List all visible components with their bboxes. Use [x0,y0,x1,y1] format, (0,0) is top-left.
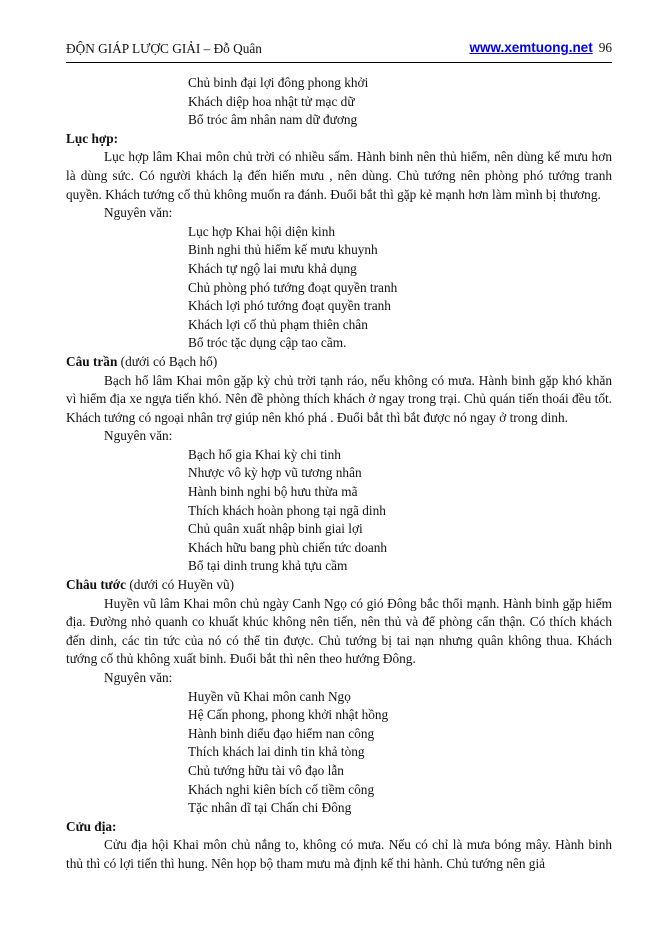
heading-text: Châu tước [66,577,127,593]
verse-line: Thích khách lai dinh tin khả tòng [188,744,365,760]
verse-line: Khách lợi phó tướng đoạt quyền tranh [188,298,391,314]
verse-line: Tặc nhân dĩ tại Chấn chi Đông [188,800,352,816]
verse-line: Khách diệp hoa nhật tử mạc dữ [188,93,355,109]
section-paragraph: Lục hợp lâm Khai môn chủ trời có nhiều sấm. Hành binh nên thủ hiểm, nên dùng kế mưu hơn là dùng sức. Có người khách lạ đến hiến mưu , nên dùng. Chủ tướng nên phòng phó tướng tranh quyền. Khách tướng cố thủ không muốn ra đánh. Đuổi bắt thì gặp kẻ mạnh hơn làm mình bị thương. [66,149,612,202]
original-text-label: Nguyên văn: [104,205,173,221]
verse-line: Lục hợp Khai hội diện kinh [188,223,335,239]
section-heading-chau-tuoc [66,576,612,595]
verse-line: Nhược vô kỳ hợp vũ tương nhân [188,465,362,481]
heading-note: (dưới có Huyền vũ) [126,577,235,593]
verse-line: Khách lợi cố thủ phạm thiên chân [188,316,368,332]
website-link[interactable]: www.xemtuong.net [469,40,593,55]
original-text-label: Nguyên văn: [104,428,173,444]
verse-line: Chủ quân xuất nhập binh giai lợi [188,521,363,537]
verse-line: Bổ tróc tặc dụng cập tao cầm. [188,335,347,351]
section-heading-luc-hop [66,130,612,149]
verse-line: Hành binh nghi bộ hưu thừa mã [188,484,358,500]
verse-line: Bổ tại dinh trung khả tựu cầm [188,558,348,574]
verse-line: Binh nghi thủ hiểm kế mưu khuynh [188,242,378,258]
verse-line: Bạch hổ gia Khai kỳ chi tinh [188,446,341,462]
verse-line: Bổ tróc âm nhân nam dữ đương [188,112,358,128]
heading-note: (dưới có Bạch hổ) [117,353,218,369]
section-paragraph: Huyền vũ lâm Khai môn chủ ngày Canh Ngọ có gió Đông bắc thổi mạnh. Hành binh gặp hiểm địa. Đường nhỏ quanh co khuất khúc không nên tiến, nên thủ và để phòng cẩn thận. Có thích khách đến dinh, các tin tức của nó có thể tin được. Chủ tướng bị tai nạn nhưng quân không thua. Khách tướng cố thủ không xuất binh. Đuổi bắt thì nên theo hướng Đông. [66,595,612,667]
section-heading-cau-tran [66,353,612,372]
verse-line: Thích khách hoàn phong tại ngã dinh [188,502,386,518]
section-paragraph: Bạch hổ lâm Khai môn gặp kỳ chủ trời tạnh ráo, nếu không có mưa. Hành binh gặp khó khăn vì hiểm địa xe ngựa tiến khó. Nên đề phòng thích khách ở ngay trong trại. Chủ quán tiến thoái đều tốt. Khách tướng có ngoại nhân trợ giúp nên khó phá . Đuổi bắt thì bắt được nó ngay ở trong dinh. [66,372,612,425]
verse-line: Khách hữu bang phù chiến tức doanh [188,539,388,555]
heading-text: Câu trần [66,353,118,369]
verse-line: Chủ phòng phó tướng đoạt quyền tranh [188,279,398,295]
page-number: 96 [598,40,612,55]
section-heading-cuu-dia [66,818,612,837]
verse-line: Khách nghi kiên bích cố tiềm công [188,781,375,797]
page-content [66,74,612,874]
page-header [66,40,612,63]
document-title: ĐỘN GIÁP LƯỢC GIẢI – Đỗ Quân [66,41,262,56]
original-text-label: Nguyên văn: [104,670,173,685]
verse-line: Hệ Cấn phong, phong khởi nhật hồng [188,707,389,723]
section-paragraph: Cửu địa hội Khai môn chủ nắng to, không có mưa. Nếu có chỉ là mưa bóng mây. Hành binh thủ thì có lợi tiến thì hung. Nên họp bộ tham mưu mà định kế thi hành. Chủ tướng nên giả [66,837,612,871]
verse-line: Huyền vũ Khai môn canh Ngọ [188,688,351,704]
verse-line: Khách tự ngộ lai mưu khả dụng [188,260,357,276]
heading-text: Cửu địa: [66,818,117,834]
verse-line: Chủ tướng hữu tài vô đạo lẫn [188,762,344,778]
header-right [469,40,612,56]
heading-text: Lục hợp: [66,130,119,146]
verse-line: Hành binh diểu đạo hiểm nan công [188,725,375,741]
verse-line: Chủ binh đại lợi đông phong khởi [188,75,369,90]
